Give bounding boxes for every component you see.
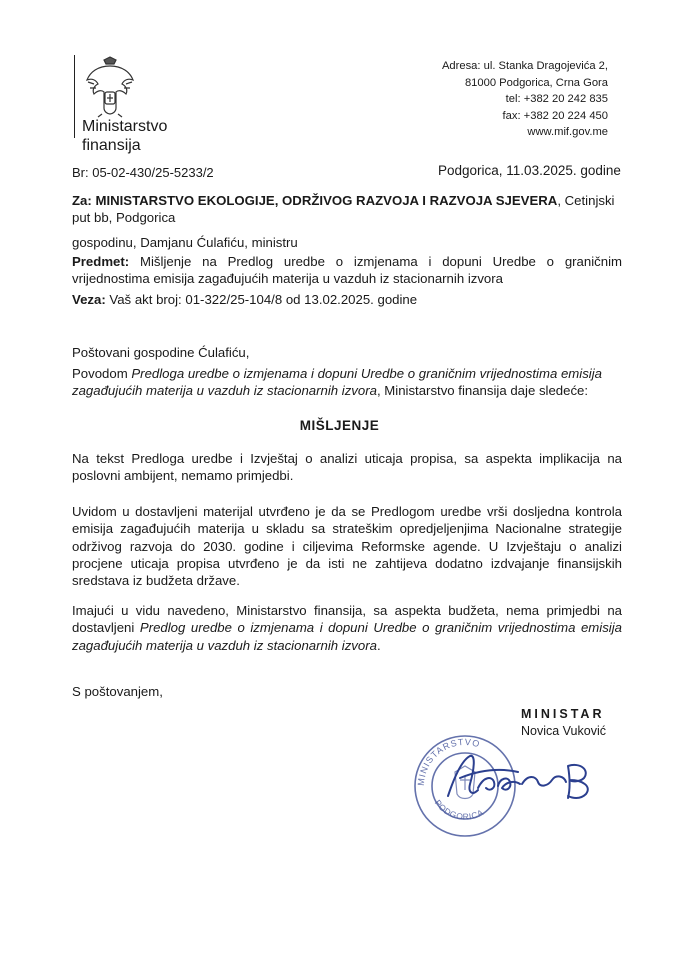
subject-label: Predmet: (72, 254, 130, 269)
svg-text:MINISTARSTVO: MINISTARSTVO (415, 736, 482, 787)
header-divider (74, 55, 75, 138)
contact-block (442, 58, 608, 141)
ministry-name-line1: Ministarstvo (82, 118, 168, 135)
paragraph-3-suffix: . (376, 637, 381, 653)
closing: S poštovanjem, (72, 684, 163, 699)
recipient (72, 192, 622, 227)
recipient-label: Za: (72, 193, 92, 208)
intro-paragraph (72, 365, 622, 400)
subject-text: Mišljenje na Predlog uredbe o izmjenama i dopuni Uredbe o graničnim vrijednostima emisija zagađujućih materija u vazduh iz stacionarnih izvora (72, 254, 622, 287)
paragraph-3-italic: Predlog uredbe o izmjenama i dopuni Uredbe o graničnim vrijednostima emisija zagađujućih materija u vazduh iz stacionarnih izvora (72, 620, 623, 653)
paragraph-2: Uvidom u dostavljeni materijal utvrđeno je da se Predlogom uredbe vrši dosljedna kontrola emisija zagađujućih materija u skladu sa strateškim opredjeljenjima Nacionalne strategije održivog razvoja do 2030. godine i ciljevima Reformske agende. U Izvještaju o analizi procjene uticaja propisa utvrđeno je da isti ne zahtijeva dodatno izdvajanje finansijskih sredstava iz budžeta države. (72, 504, 622, 589)
document-date: Podgorica, 11.03.2025. godine (438, 163, 621, 178)
svg-text:PODGORICA: PODGORICA (432, 797, 486, 822)
recipient-address: , Cetinjski put bb, Podgorica (72, 193, 615, 226)
veza-label: Veza: (72, 292, 106, 307)
fax: fax: +382 20 224 450 (502, 109, 608, 122)
coat-of-arms-icon (84, 56, 136, 118)
paragraph-1: Na tekst Predloga uredbe i Izvještaj o analizi uticaja propisa, sa aspekta implikacija na poslovni ambijent, nemamo primjedbi. (72, 451, 622, 484)
handwritten-signature-icon (440, 748, 615, 808)
veza-text: Vaš akt broj: 01-322/25-104/8 od 13.02.2025. godine (109, 292, 418, 307)
website-link[interactable]: www.mif.gov.me (527, 126, 608, 138)
ministry-name (82, 117, 167, 155)
recipient-name: MINISTARSTVO EKOLOGIJE, ODRŽIVOG RAZVOJA I RAZVOJA SJEVERA (95, 193, 558, 208)
intro-italic: Predloga uredbe o izmjenama i dopuni Uredbe o graničnim vrijednostima emisija zagađujućih materija u vazduh iz stacionarnih izvora (72, 366, 602, 399)
veza (72, 291, 622, 308)
greeting: Poštovani gospodine Ćulafiću, (72, 345, 250, 360)
paragraph-3-prefix: Imajući u vidu navedeno, Ministarstvo finansija, sa aspekta budžeta, nema primjedbi na dostavljeni (72, 603, 622, 636)
address-line1: Adresa: ul. Stanka Dragojevića 2, (441, 60, 608, 72)
intro-suffix: , Ministarstvo finansija daje sledeće: (376, 383, 589, 399)
subject (72, 253, 622, 288)
minister-title: MINISTAR (521, 707, 605, 721)
document-title: MIŠLJENJE (299, 418, 380, 433)
paragraph-3 (72, 602, 622, 654)
minister-name: Novica Vuković (521, 724, 606, 738)
recipient-attention: gospodinu, Damjanu Ćulafiću, ministru (72, 235, 298, 250)
phone: tel: +382 20 242 835 (505, 93, 608, 105)
address-line2: 81000 Podgorica, Crna Gora (464, 76, 608, 89)
intro-prefix: Povodom (72, 366, 132, 381)
ministry-name-line2: finansija (82, 137, 141, 154)
reference-number: Br: 05-02-430/25-5233/2 (72, 165, 214, 180)
